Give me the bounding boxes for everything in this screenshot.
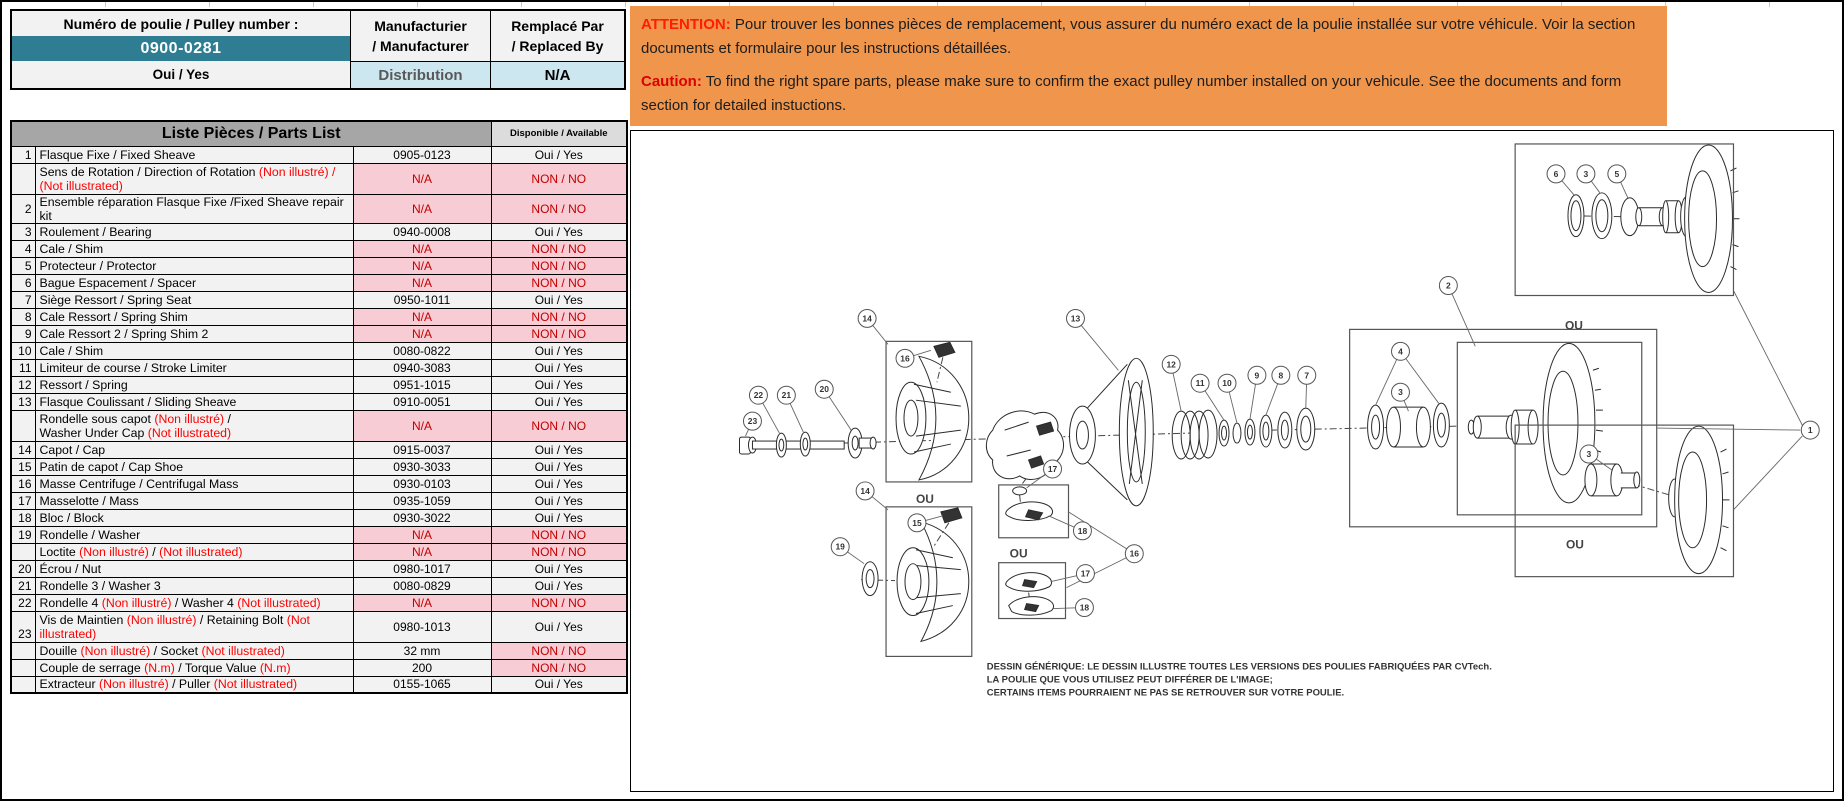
availability: NON / NO: [491, 308, 627, 325]
part-description: Bague Espacement / Spacer: [35, 274, 353, 291]
replaced-by-label-fr: Remplacé Par: [511, 18, 604, 34]
attention-label: ATTENTION:: [641, 16, 731, 33]
svg-text:3: 3: [1586, 449, 1592, 460]
part-description: Cale Ressort / Spring Shim: [35, 308, 353, 325]
row-number: [11, 642, 35, 659]
availability: Oui / Yes: [491, 359, 627, 376]
availability: NON / NO: [491, 642, 627, 659]
availability: Oui / Yes: [491, 611, 627, 642]
part-number: 32 mm: [353, 642, 491, 659]
part-description: Couple de serrage (N.m) / Torque Value (N.m): [35, 659, 353, 676]
mechanical-parts-drawing: [739, 145, 1739, 641]
table-row: [11, 410, 627, 441]
part-number: 0155-1065: [353, 676, 491, 693]
availability: NON / NO: [491, 659, 627, 676]
svg-text:10: 10: [1222, 378, 1232, 389]
part-number: 0910-0051: [353, 393, 491, 410]
row-number: 2: [11, 194, 35, 223]
availability: NON / NO: [491, 163, 627, 194]
svg-text:14: 14: [860, 485, 870, 496]
row-number: 19: [11, 526, 35, 543]
svg-text:4: 4: [1398, 346, 1403, 357]
svg-text:12: 12: [1166, 359, 1176, 370]
exploded-diagram-svg: [631, 131, 1833, 791]
callout-balloon: [743, 412, 761, 430]
generic-drawing-note: DESSIN GÉNÉRIQUE: LE DESSIN ILLUSTRE TOUTES LES VERSIONS DES POULIES FABRIQUÉES PAR CVTech.: [986, 661, 1492, 673]
part-description: Douille (Non illustré) / Socket (Not illustrated): [35, 642, 353, 659]
part-number: 0930-0103: [353, 475, 491, 492]
row-number: 4: [11, 240, 35, 257]
availability: Oui / Yes: [491, 441, 627, 458]
row-number: 9: [11, 325, 35, 342]
svg-text:15: 15: [912, 517, 922, 528]
table-row: [11, 611, 627, 642]
part-description: Vis de Maintien (Non illustré) / Retaining Bolt (Not illustrated): [35, 611, 353, 642]
svg-text:5: 5: [1614, 168, 1620, 179]
row-number: [11, 163, 35, 194]
svg-text:1: 1: [1807, 425, 1813, 436]
caution-text: To find the right spare parts, please make sure to confirm the exact pulley number installed on your vehicule. See the documents and form section for detailed instuctions.: [641, 73, 1622, 114]
manufacturer-label-fr: Manufacturier: [374, 18, 467, 34]
part-number: 0980-1017: [353, 560, 491, 577]
row-number: [11, 676, 35, 693]
exploded-diagram-pane: [630, 130, 1834, 792]
part-description: Extracteur (Non illustré) / Puller (Not illustrated): [35, 676, 353, 693]
availability: NON / NO: [491, 325, 627, 342]
table-row: [11, 342, 627, 359]
manufacturer-value: Distribution: [350, 61, 490, 88]
pulley-header-table: [10, 9, 626, 90]
part-description: Masse Centrifuge / Centrifugal Mass: [35, 475, 353, 492]
part-number: 0940-0008: [353, 223, 491, 240]
svg-text:18: 18: [1077, 525, 1088, 536]
svg-text:3: 3: [1583, 168, 1589, 179]
row-number: 18: [11, 509, 35, 526]
part-number: 0905-0123: [353, 146, 491, 163]
svg-text:23: 23: [747, 416, 758, 427]
table-row: [11, 509, 627, 526]
availability: Oui / Yes: [491, 676, 627, 693]
svg-text:19: 19: [835, 541, 845, 552]
axis-line: [739, 426, 1459, 446]
callout-balloon: [1298, 366, 1316, 384]
part-number: N/A: [353, 163, 491, 194]
availability: NON / NO: [491, 274, 627, 291]
part-description: Patin de capot / Cap Shoe: [35, 458, 353, 475]
svg-text:16: 16: [1129, 548, 1140, 559]
replaced-by-label: [490, 11, 624, 61]
table-row: [11, 642, 627, 659]
part-description: Flasque Fixe / Fixed Sheave: [35, 146, 353, 163]
svg-text:7: 7: [1304, 370, 1310, 381]
callout-balloon: [749, 386, 767, 404]
part-description: Écrou / Nut: [35, 560, 353, 577]
leader-line: [1448, 286, 1475, 347]
row-number: 23: [11, 611, 35, 642]
table-row: [11, 359, 627, 376]
table-row: [11, 308, 627, 325]
availability: NON / NO: [491, 543, 627, 560]
availability: Oui / Yes: [491, 223, 627, 240]
table-row: [11, 441, 627, 458]
svg-text:17: 17: [1080, 568, 1091, 579]
callout-balloon: [1044, 460, 1062, 478]
part-description: Masselotte / Mass: [35, 492, 353, 509]
part-number: N/A: [353, 194, 491, 223]
availability: Oui / Yes: [491, 342, 627, 359]
part-number: 0951-1015: [353, 376, 491, 393]
part-number: 0080-0829: [353, 577, 491, 594]
manufacturer-label: [350, 11, 490, 61]
availability: Oui / Yes: [491, 492, 627, 509]
callout-balloon: [815, 380, 833, 398]
callout-balloon: [1547, 165, 1565, 183]
part-number: 0950-1011: [353, 291, 491, 308]
row-number: [11, 410, 35, 441]
part-number: 0930-3033: [353, 458, 491, 475]
availability: NON / NO: [491, 257, 627, 274]
warning-notice-box: [630, 6, 1667, 126]
attention-text: Pour trouver les bonnes pièces de remplacement, vous assurer du numéro exact de la poulie installée sur votre véhicule. Voir la section documents et formulaire pour les instructions détaillées.: [641, 16, 1636, 57]
table-row: [11, 325, 627, 342]
part-number: N/A: [353, 257, 491, 274]
row-number: [11, 659, 35, 676]
part-number: N/A: [353, 594, 491, 611]
row-number: 16: [11, 475, 35, 492]
part-number: N/A: [353, 543, 491, 560]
part-number: 0935-1059: [353, 492, 491, 509]
part-number: N/A: [353, 308, 491, 325]
callout-balloon: [1608, 165, 1626, 183]
row-number: 14: [11, 441, 35, 458]
availability: Oui / Yes: [491, 146, 627, 163]
row-number: 5: [11, 257, 35, 274]
row-number: 7: [11, 291, 35, 308]
svg-text:2: 2: [1445, 280, 1451, 291]
svg-text:17: 17: [1047, 463, 1058, 474]
part-description: Rondelle 4 (Non illustré) / Washer 4 (Not illustrated): [35, 594, 353, 611]
callout-balloon: [1801, 421, 1819, 439]
row-number: 11: [11, 359, 35, 376]
row-number: 10: [11, 342, 35, 359]
callout-balloon: [1272, 366, 1290, 384]
part-description: Cale Ressort 2 / Spring Shim 2: [35, 325, 353, 342]
row-number: 15: [11, 458, 35, 475]
parts-list-table: [10, 120, 628, 694]
table-row: [11, 240, 627, 257]
svg-text:22: 22: [753, 390, 764, 401]
part-description: Cale / Shim: [35, 342, 353, 359]
or-label: OU: [1564, 318, 1583, 333]
callout-balloon: [1248, 366, 1266, 384]
part-number: N/A: [353, 410, 491, 441]
availability: NON / NO: [491, 240, 627, 257]
part-description: Loctite (Non illustré) / (Not illustrated): [35, 543, 353, 560]
availability: Oui / Yes: [491, 376, 627, 393]
callout-balloon: [1075, 599, 1093, 617]
pulley-number-value: 0900-0281: [12, 36, 350, 61]
table-row: [11, 676, 627, 693]
callout-balloon: [896, 349, 914, 367]
part-description: Roulement / Bearing: [35, 223, 353, 240]
or-label: OU: [915, 491, 934, 506]
part-number: 0930-3022: [353, 509, 491, 526]
generic-drawing-note: CERTAINS ITEMS POURRAIENT NE PAS SE RETROUVER SUR VOTRE POULIE.: [986, 687, 1345, 699]
table-row: [11, 194, 627, 223]
part-number: 0980-1013: [353, 611, 491, 642]
row-number: 21: [11, 577, 35, 594]
callout-balloon: [1073, 522, 1091, 540]
part-number: N/A: [353, 240, 491, 257]
svg-text:13: 13: [1070, 313, 1081, 324]
part-description: Rondelle 3 / Washer 3: [35, 577, 353, 594]
part-number: N/A: [353, 274, 491, 291]
callout-balloon: [858, 309, 876, 327]
table-row: [11, 393, 627, 410]
callout-balloon: [1392, 383, 1410, 401]
table-row: [11, 526, 627, 543]
availability: Oui / Yes: [491, 393, 627, 410]
callout-balloon: [777, 386, 795, 404]
replaced-by-label-en: / Replaced By: [511, 38, 604, 54]
leader-line: [1075, 318, 1118, 370]
part-number: 0915-0037: [353, 441, 491, 458]
availability: Oui / Yes: [491, 291, 627, 308]
table-row: [11, 291, 627, 308]
table-row: [11, 376, 627, 393]
availability: Oui / Yes: [491, 577, 627, 594]
callout-balloon: [908, 514, 926, 532]
availability: NON / NO: [491, 410, 627, 441]
part-number: N/A: [353, 325, 491, 342]
table-row: [11, 659, 627, 676]
row-number: 1: [11, 146, 35, 163]
pulley-available-value: Oui / Yes: [12, 61, 350, 88]
availability: NON / NO: [491, 594, 627, 611]
svg-text:21: 21: [781, 390, 792, 401]
svg-text:11: 11: [1195, 378, 1205, 389]
row-number: 20: [11, 560, 35, 577]
availability: Oui / Yes: [491, 560, 627, 577]
part-number: 200: [353, 659, 491, 676]
part-description: Sens de Rotation / Direction of Rotation (Non illustré) / (Not illustrated): [35, 163, 353, 194]
part-description: Bloc / Block: [35, 509, 353, 526]
callout-balloon: [1392, 342, 1410, 360]
availability: NON / NO: [491, 526, 627, 543]
part-description: Capot / Cap: [35, 441, 353, 458]
table-row: [11, 577, 627, 594]
table-row: [11, 492, 627, 509]
svg-text:14: 14: [862, 313, 872, 324]
table-row: [11, 543, 627, 560]
row-number: 13: [11, 393, 35, 410]
svg-text:18: 18: [1079, 602, 1090, 613]
callout-balloon: [856, 482, 874, 500]
table-row: [11, 594, 627, 611]
callout-balloon: [1191, 374, 1209, 392]
callout-balloon: [1439, 277, 1457, 295]
row-number: 8: [11, 308, 35, 325]
availability: Oui / Yes: [491, 509, 627, 526]
table-row: [11, 257, 627, 274]
part-number: N/A: [353, 526, 491, 543]
svg-text:20: 20: [819, 384, 829, 395]
part-description: Rondelle / Washer: [35, 526, 353, 543]
part-description: Protecteur / Protector: [35, 257, 353, 274]
or-label: OU: [1565, 537, 1584, 552]
callout-balloon: [1162, 355, 1180, 373]
svg-text:9: 9: [1254, 370, 1260, 381]
part-description: Rondelle sous capot (Non illustré) / Washer Under Cap (Not illustrated): [35, 410, 353, 441]
callout-balloon: [1067, 309, 1085, 327]
table-row: [11, 560, 627, 577]
row-number: 6: [11, 274, 35, 291]
availability: NON / NO: [491, 194, 627, 223]
table-row: [11, 274, 627, 291]
manufacturer-label-en: / Manufacturer: [372, 38, 469, 54]
row-number: [11, 543, 35, 560]
parts-table-header-row: [11, 121, 627, 146]
caution-label: Caution:: [641, 73, 702, 90]
callout-balloon: [1076, 565, 1094, 583]
or-label: OU: [1009, 546, 1028, 561]
pulley-number-label: Numéro de poulie / Pulley number :: [12, 11, 350, 36]
convergence-line: [1733, 291, 1802, 426]
part-description: Ensemble réparation Flasque Fixe /Fixed Sheave repair kit: [35, 194, 353, 223]
row-number: 12: [11, 376, 35, 393]
convergence-line: [1733, 436, 1802, 510]
table-row: [11, 146, 627, 163]
svg-text:3: 3: [1398, 387, 1403, 398]
row-number: 17: [11, 492, 35, 509]
table-row: [11, 475, 627, 492]
part-description: Cale / Shim: [35, 240, 353, 257]
caution-paragraph: [641, 70, 1656, 118]
table-row: [11, 223, 627, 240]
convergence-line: [1657, 428, 1801, 430]
svg-text:16: 16: [900, 353, 910, 364]
callout-balloon: [1218, 374, 1236, 392]
availability: Oui / Yes: [491, 458, 627, 475]
part-description: Flasque Coulissant / Sliding Sheave: [35, 393, 353, 410]
parts-list-title: Liste Pièces / Parts List: [11, 121, 491, 146]
row-number: 3: [11, 223, 35, 240]
part-number: 0940-3083: [353, 359, 491, 376]
svg-text:6: 6: [1553, 168, 1559, 179]
row-number: 22: [11, 594, 35, 611]
part-description: Limiteur de course / Stroke Limiter: [35, 359, 353, 376]
table-row: [11, 163, 627, 194]
callout-balloon: [1125, 545, 1143, 563]
callout-balloon: [831, 538, 849, 556]
part-description: Siège Ressort / Spring Seat: [35, 291, 353, 308]
svg-text:8: 8: [1278, 370, 1284, 381]
callout-balloon: [1577, 165, 1595, 183]
replaced-by-value: N/A: [490, 61, 624, 88]
available-column-header: Disponible / Available: [491, 121, 627, 146]
table-row: [11, 458, 627, 475]
availability: Oui / Yes: [491, 475, 627, 492]
part-number: 0080-0822: [353, 342, 491, 359]
part-description: Ressort / Spring: [35, 376, 353, 393]
callout-balloon: [1580, 445, 1598, 463]
generic-drawing-note: LA POULIE QUE VOUS UTILISEZ PEUT DIFFÉRER DE L'IMAGE;: [986, 674, 1273, 686]
attention-paragraph: [641, 13, 1656, 61]
